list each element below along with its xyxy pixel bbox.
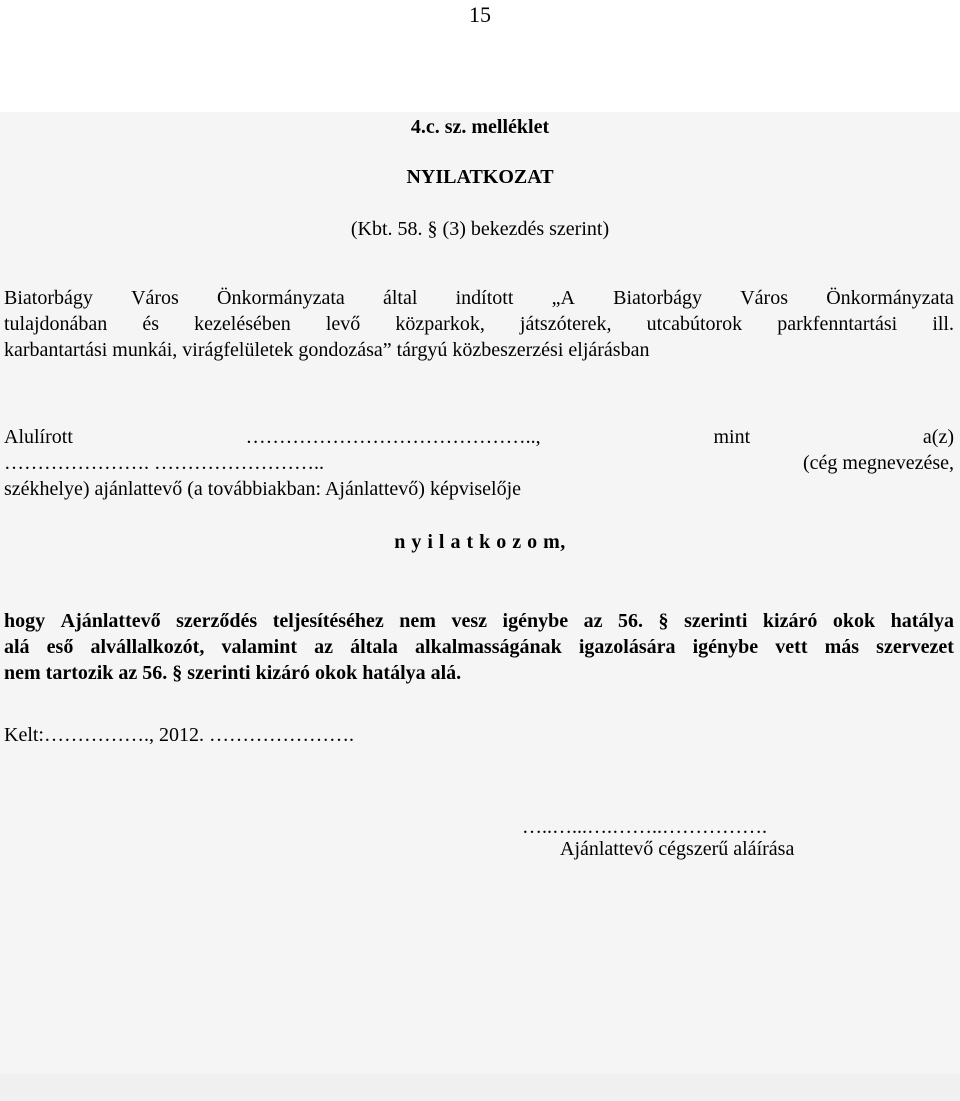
signature-dots: …..…...….……..……………. [522, 816, 767, 838]
statement-line-1 [4, 608, 954, 634]
date-line: Kelt:……………., 2012. …………………. [4, 724, 354, 746]
intro-word: által [382, 287, 418, 309]
declarer-line-1 [4, 424, 954, 450]
intro-word: parkfenntartási [777, 313, 898, 335]
content-area [0, 112, 960, 1074]
intro-word: utcabútorok [646, 313, 743, 335]
annex-label: 4.c. sz. melléklet [410, 116, 550, 138]
intro-line-3: karbantartási munkái, virágfelületek gondozása” tárgyú közbeszerzési eljárásban [4, 339, 650, 361]
bottom-band [0, 1074, 960, 1101]
intro-word: levő [325, 313, 361, 335]
statement-word: igazolására [578, 636, 676, 658]
intro-word: játszóterek, [519, 313, 612, 335]
page-number: 15 [469, 2, 491, 27]
statement-word: vesz [451, 610, 488, 632]
az-word: a(z) [922, 426, 954, 448]
statement-word: vett [775, 636, 808, 658]
statement-word: szervezet [876, 636, 954, 658]
name-dots: …………………………………….., [245, 426, 541, 448]
legal-reference: (Kbt. 58. § (3) bekezdés szerint) [350, 218, 610, 240]
statement-word: szerződés [176, 610, 258, 632]
statement-word: igénybe [502, 610, 569, 632]
statement-word: valamint [221, 636, 298, 658]
intro-word: és [142, 313, 160, 335]
statement-word: más [824, 636, 860, 658]
intro-word: indított [455, 287, 514, 309]
intro-word: „A [551, 287, 575, 309]
alulirott-label: Alulírott [4, 426, 73, 448]
statement-word: eső [46, 636, 74, 658]
declarer-line-3: székhelye) ajánlattevő (a továbbiakban: Ajánlattevő) képviselője [4, 478, 522, 500]
statement-word: hogy [4, 610, 46, 632]
statement-word: alvállalkozót, [90, 636, 205, 658]
mint-word: mint [713, 426, 751, 448]
statement-word: nem [399, 610, 436, 632]
intro-word: Önkormányzata [217, 287, 345, 309]
intro-word: tulajdonában [4, 313, 108, 335]
declare-word: n y i l a t k o z o m, [394, 531, 566, 553]
statement-word: Ajánlattevő [60, 610, 161, 632]
statement-word: kizáró [762, 610, 818, 632]
statement-word: az [583, 610, 603, 632]
company-dots: …………………. …………………….. [4, 452, 324, 474]
intro-word: közparkok, [395, 313, 485, 335]
statement-paragraph [4, 608, 954, 686]
intro-word: Önkormányzata [826, 287, 954, 309]
statement-word: az [314, 636, 334, 658]
statement-word: alá [4, 636, 30, 658]
intro-word: ill. [932, 313, 954, 335]
declarer-line-2 [4, 450, 954, 476]
statement-word: okok [832, 610, 876, 632]
statement-word: igénybe [692, 636, 759, 658]
signature-label: Ajánlattevő cégszerű aláírása [560, 838, 795, 860]
statement-word: szerinti [684, 610, 748, 632]
company-hint: (cég megnevezése, [802, 452, 954, 474]
document-title: NYILATKOZAT [406, 166, 554, 188]
statement-word: 56. [618, 610, 644, 632]
statement-line-3: nem tartozik az 56. § szerinti kizáró okok hatálya alá. [4, 662, 462, 684]
intro-word: Biatorbágy [4, 287, 93, 309]
intro-paragraph [4, 285, 954, 363]
declarer-paragraph [4, 424, 954, 502]
intro-word: Város [131, 287, 179, 309]
intro-word: Város [740, 287, 788, 309]
statement-word: hatálya [890, 610, 954, 632]
intro-word: kezelésében [194, 313, 291, 335]
statement-word: teljesítéséhez [272, 610, 384, 632]
intro-word: Biatorbágy [613, 287, 703, 309]
statement-word: általa [350, 636, 398, 658]
statement-word: § [658, 610, 669, 632]
statement-word: alkalmasságának [415, 636, 562, 658]
intro-line-1 [4, 285, 954, 311]
intro-line-2 [4, 311, 954, 337]
statement-line-2 [4, 634, 954, 660]
